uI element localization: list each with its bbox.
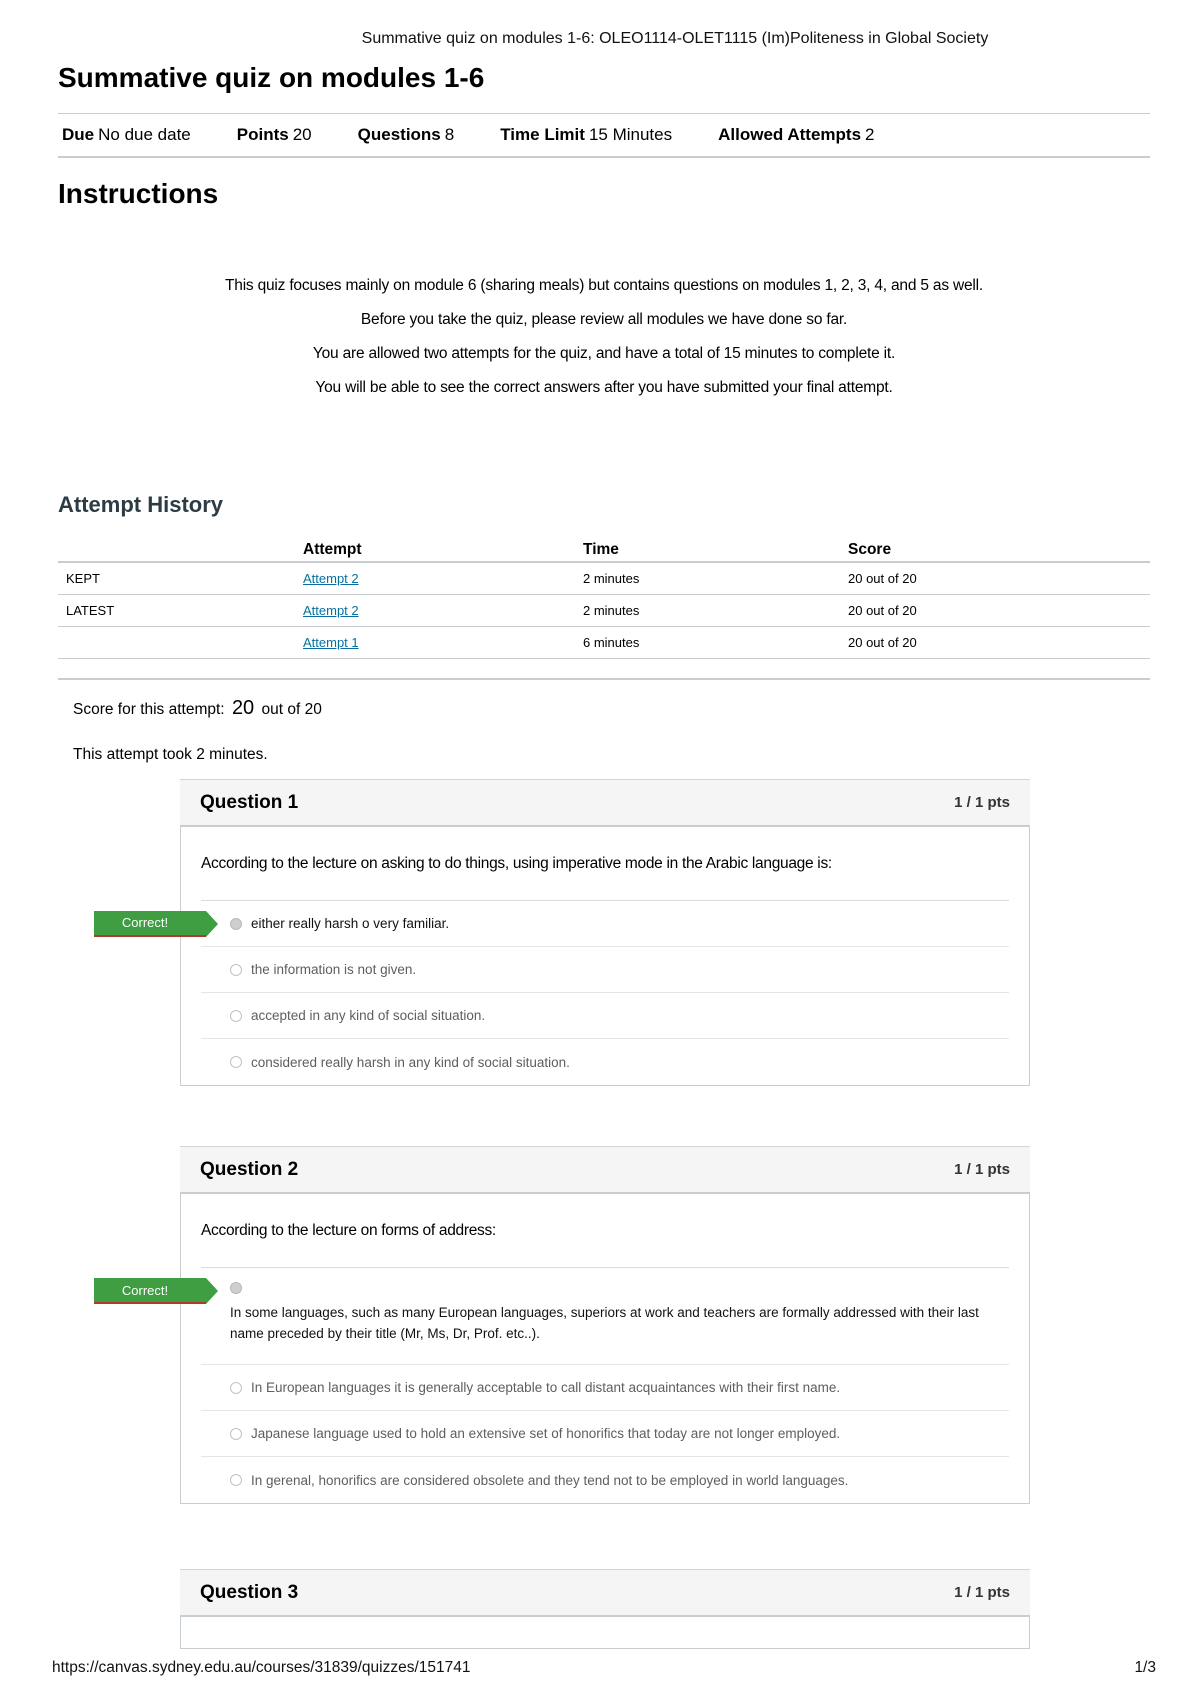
answer-text: either really harsh o very familiar. [251, 916, 450, 931]
answer-option[interactable] [121, 901, 1009, 947]
answer-option[interactable] [201, 947, 1009, 993]
question-name: Question 3 [200, 1581, 299, 1603]
page-number: 1/3 [1134, 1659, 1156, 1676]
answer-text: considered really harsh in any kind of social situation. [251, 1054, 570, 1070]
question-header [180, 779, 1030, 827]
question-header [180, 1146, 1030, 1194]
question-header [180, 1569, 1030, 1617]
answer-option[interactable] [201, 1411, 1009, 1457]
instructions-body [58, 275, 1150, 411]
question-body [121, 1194, 1030, 1504]
meta-points [237, 125, 312, 145]
radio-icon[interactable] [230, 1010, 242, 1022]
section-divider [58, 678, 1150, 680]
attempt-score: 20 out of 20 [848, 594, 1150, 626]
meta-points-label: Points [236, 125, 289, 144]
attempt-status-label [58, 626, 303, 658]
answer-text: In some languages, such as many European languages, superiors at work and teachers are formally addressed with their last name preceded by their title (Mr, Ms, Dr, Prof. etc..). [230, 1305, 979, 1341]
attempt-cell [303, 594, 583, 626]
question-body [121, 827, 1030, 1086]
meta-questions-label: Questions [357, 125, 441, 144]
meta-questions [358, 125, 455, 145]
table-row [58, 562, 1150, 594]
instruction-line: You are allowed two attempts for the quiz, and have a total of 15 minutes to complete it. [312, 345, 896, 362]
answer-option[interactable] [121, 1268, 1009, 1365]
answer-text: Japanese language used to hold an extensive set of honorifics that today are not longer employed. [251, 1426, 841, 1441]
attempt-cell [303, 626, 583, 658]
radio-selected-icon[interactable] [230, 1282, 242, 1294]
instructions-heading: Instructions [58, 178, 219, 209]
question-2 [121, 1146, 1030, 1504]
question-name: Question 2 [200, 1158, 299, 1180]
question-text: According to the lecture on asking to do things, using imperative mode in the Arabic language is: [201, 827, 1009, 901]
table-row [58, 626, 1150, 658]
answer-text: the information is not given. [251, 962, 417, 977]
attempt-time: 2 minutes [583, 562, 848, 594]
column-header-time: Time [583, 538, 848, 562]
correct-flag: Correct! [94, 911, 206, 937]
question-points: 1 / 1 pts [954, 1584, 1010, 1601]
quiz-title: Summative quiz on modules 1-6 [58, 62, 485, 93]
radio-selected-icon[interactable] [230, 918, 242, 930]
attempt-score: 20 out of 20 [848, 626, 1150, 658]
instruction-line: You will be able to see the correct answers after you have submitted your final attempt. [315, 379, 893, 396]
question-name: Question 1 [200, 791, 299, 813]
radio-icon[interactable] [230, 964, 242, 976]
table-row [58, 594, 1150, 626]
meta-questions-value: 8 [444, 125, 455, 144]
radio-icon[interactable] [230, 1474, 242, 1486]
answer-option[interactable] [201, 1365, 1009, 1411]
attempt-score-summary [73, 697, 322, 720]
print-header-title: Summative quiz on modules 1-6: OLEO1114-OLET1115 (Im)Politeness in Global Society [361, 30, 989, 47]
meta-allowed-attempts [718, 125, 874, 145]
attempt-duration: This attempt took 2 minutes. [73, 746, 268, 763]
print-footer [52, 1659, 1156, 1677]
attempt-link[interactable]: Attempt 2 [303, 602, 359, 618]
meta-time-limit-label: Time Limit [500, 125, 585, 144]
column-header-score: Score [848, 538, 1150, 562]
attempt-status-label: LATEST [58, 594, 303, 626]
column-header-label [58, 538, 303, 562]
question-text: According to the lecture on forms of address: [201, 1194, 1009, 1268]
attempt-status-label: KEPT [58, 562, 303, 594]
meta-time-limit-value: 15 Minutes [588, 125, 673, 144]
radio-icon[interactable] [230, 1382, 242, 1394]
meta-due-value: No due date [98, 125, 191, 144]
attempt-cell [303, 562, 583, 594]
instruction-line: Before you take the quiz, please review all modules we have done so far. [360, 311, 848, 328]
question-points: 1 / 1 pts [954, 794, 1010, 811]
question-body [180, 1617, 1030, 1649]
table-header-row [58, 538, 1150, 562]
correct-flag: Correct! [94, 1278, 206, 1304]
score-value: 20 [231, 697, 255, 719]
column-header-attempt: Attempt [303, 538, 583, 562]
page-url: https://canvas.sydney.edu.au/courses/31839/quizzes/151741 [52, 1659, 471, 1676]
attempt-score: 20 out of 20 [848, 562, 1150, 594]
meta-allowed-attempts-value: 2 [865, 125, 875, 144]
answer-text: accepted in any kind of social situation. [251, 1008, 486, 1023]
radio-icon[interactable] [230, 1056, 242, 1068]
quiz-meta-bar [58, 113, 1150, 158]
radio-icon[interactable] [230, 1428, 242, 1440]
answer-text: In European languages it is generally acceptable to call distant acquaintances with their first name. [251, 1380, 841, 1395]
attempt-link[interactable]: Attempt 2 [303, 570, 359, 586]
answer-text: In gerenal, honorifics are considered obsolete and they tend not to be employed in world languages. [251, 1472, 849, 1488]
attempt-history-heading: Attempt History [58, 492, 224, 517]
meta-time-limit [500, 125, 672, 145]
meta-allowed-attempts-label: Allowed Attempts [718, 125, 862, 144]
meta-points-value: 20 [292, 125, 312, 144]
answer-option[interactable] [201, 1457, 1009, 1503]
attempt-time: 6 minutes [583, 626, 848, 658]
score-prefix: Score for this attempt: [73, 701, 225, 718]
meta-due [62, 125, 191, 145]
answer-option[interactable] [201, 1039, 1009, 1085]
attempt-time: 2 minutes [583, 594, 848, 626]
answer-option[interactable] [201, 993, 1009, 1039]
question-3 [180, 1569, 1030, 1649]
score-suffix: out of 20 [261, 701, 322, 718]
attempt-link[interactable]: Attempt 1 [303, 634, 359, 650]
instruction-line: This quiz focuses mainly on module 6 (sharing meals) but contains questions on modules 1, 2, 3, 4, and 5 as well. [225, 277, 983, 294]
meta-due-label: Due [62, 125, 95, 144]
attempt-history-table [58, 538, 1150, 659]
question-points: 1 / 1 pts [954, 1161, 1010, 1178]
question-1 [121, 779, 1030, 1086]
